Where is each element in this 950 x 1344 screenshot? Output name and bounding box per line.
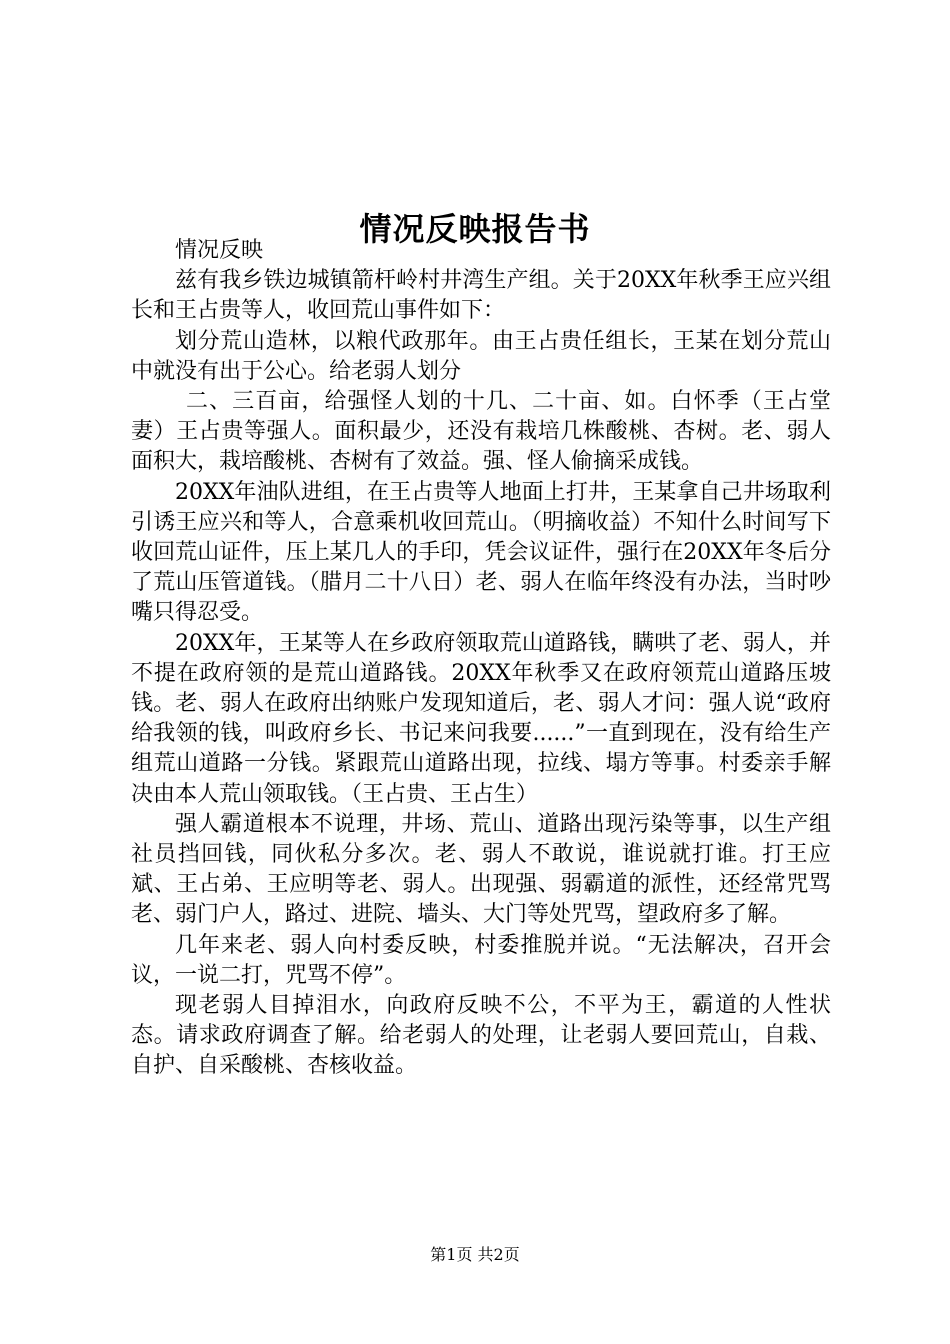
document-body bbox=[131, 236, 831, 1082]
paragraph-land-division: 划分荒山造林，以粮代政那年。由王占贵任组长，王某在划分荒山中就没有出于公心。给老弱人划分 bbox=[131, 328, 831, 384]
paragraph-intro: 兹有我乡铁边城镇箭杆岭村井湾生产组。关于20XX年秋季王应兴组长和王占贵等人，收回荒山事件如下： bbox=[131, 268, 831, 324]
section-heading: 情况反映 bbox=[175, 238, 264, 263]
paragraph-oil-team: 20XX年油队进组，在王占贵等人地面上打井，王某拿自己井场取利引诱王应兴和等人，合意乘机收回荒山。（明摘收益）不知什么时间写下收回荒山证件，压上某几人的手印，凭会议证件，强行在20XX年冬后分了荒山压管道钱。（腊月二十八日）老、弱人在临年终没有办法，当时吵嘴只得忍受。 bbox=[131, 479, 831, 626]
document-title: 情况反映报告书 bbox=[359, 210, 591, 249]
paragraph-area-comparison: 二、三百亩，给强怪人划的十几、二十亩、如。白怀季（王占堂妻）王占贵等强人。面积最少，还没有栽培几株酸桃、杏树。老、弱人面积大，栽培酸桃、杏树有了效益。强、怪人偷摘采成钱。 bbox=[131, 389, 831, 475]
page-footer: 第1页 共2页 bbox=[430, 1245, 520, 1264]
paragraph-village-committee: 几年来老、弱人向村委反映，村委推脱并说。“无法解决，召开会议，一说二打，咒骂不停”。 bbox=[131, 932, 831, 988]
paragraph-road-money: 20XX年，王某等人在乡政府领取荒山道路钱，瞒哄了老、弱人，并不提在政府领的是荒山道路钱。20XX年秋季又在政府领荒山道路压坡钱。老、弱人在政府出纳账户发现知道后，老、弱人才问：强人说“政府给我领的钱，叫政府乡长、书记来问我要......”一直到现在，没有给生产组荒山道路一分钱。紧跟荒山道路出现，拉线、塌方等事。村委亲手解决由本人荒山领取钱。（王占贵、王占生） bbox=[131, 630, 831, 807]
paragraph-bullying: 强人霸道根本不说理，井场、荒山、道路出现污染等事，以生产组社员挡回钱，同伙私分多次。老、弱人不敢说，谁说就打谁。打王应斌、王占弟、王应明等老、弱人。出现强、弱霸道的派性，还经常咒骂老、弱门户人，路过、进院、墙头、大门等处咒骂，望政府多了解。 bbox=[131, 811, 831, 928]
paragraph-request: 现老弱人目掉泪水，向政府反映不公，不平为王，霸道的人性状态。请求政府调查了解。给老弱人的处理，让老弱人要回荒山，自栽、自护、自采酸桃、杏核收益。 bbox=[131, 993, 831, 1079]
